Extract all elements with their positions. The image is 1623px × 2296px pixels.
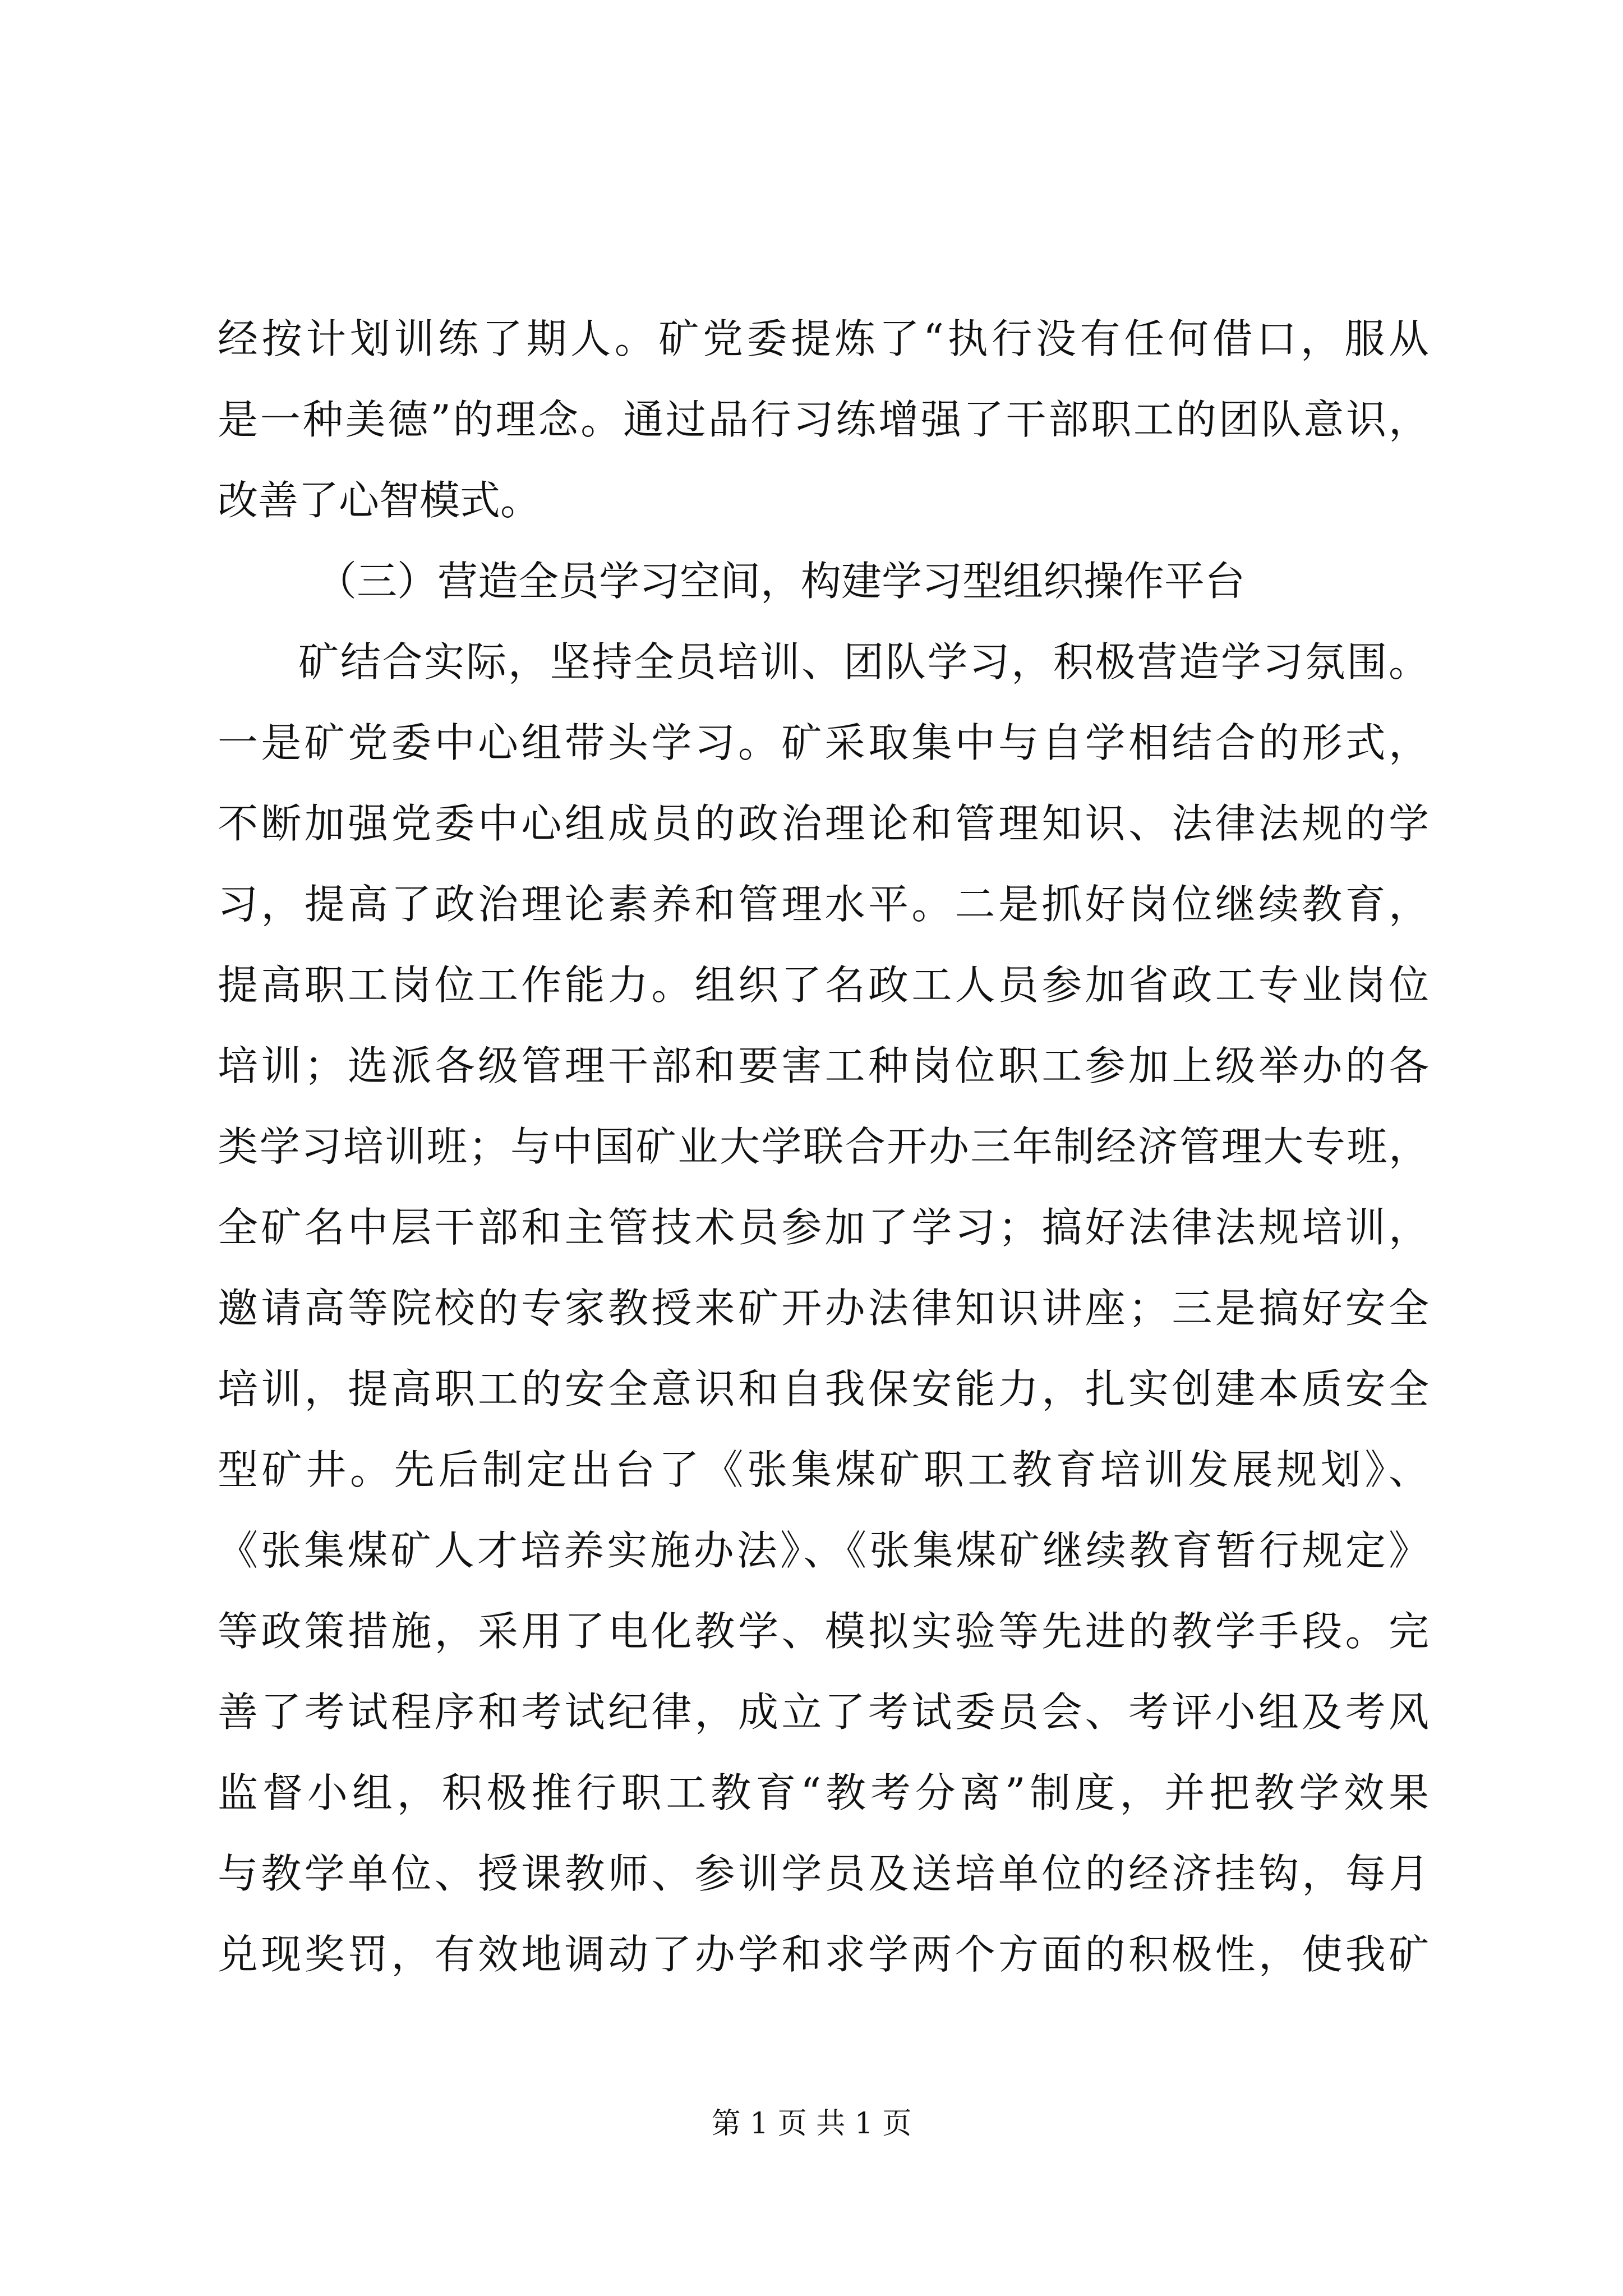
text-line-13: 邀请高等院校的专家教授来矿开办法律知识讲座；三是搞好安全	[218, 1285, 1429, 1332]
text-line-2: 是一种美德”的理念。通过品行习练增强了干部职工的团队意识，	[218, 396, 1429, 443]
text-line-1: 经按计划训练了期人。矿党委提炼了“执行没有任何借口，服从	[218, 315, 1429, 362]
text-line-3: 改善了心智模式。	[218, 477, 541, 524]
text-line-15: 型矿井。先后制定出台了《张集煤矿职工教育培训发展规划》、	[218, 1446, 1429, 1493]
page-footer: 第 1 页 共 1 页	[711, 2107, 912, 2141]
text-line-20: 与教学单位、授课教师、参训学员及送培单位的经济挂钩，每月	[218, 1850, 1429, 1897]
section-heading: （三）营造全员学习空间，构建学习型组织操作平台	[316, 558, 1246, 605]
text-line-10: 培训；选派各级管理干部和要害工种岗位职工参加上级举办的各	[218, 1042, 1429, 1089]
text-line-17: 等政策措施，采用了电化教学、模拟实验等先进的教学手段。完	[218, 1608, 1429, 1655]
text-line-8: 习，提高了政治理论素养和管理水平。二是抓好岗位继续教育，	[218, 881, 1429, 928]
text-line-14: 培训，提高职工的安全意识和自我保安能力，扎实创建本质安全	[218, 1365, 1429, 1412]
text-line-16: 《张集煤矿人才培养实施办法》、《张集煤矿继续教育暂行规定》	[218, 1527, 1429, 1574]
text-line-7: 不断加强党委中心组成员的政治理论和管理知识、法律法规的学	[218, 800, 1429, 847]
text-line-21: 兑现奖罚，有效地调动了办学和求学两个方面的积极性，使我矿	[218, 1931, 1429, 1978]
body-text	[218, 298, 1429, 1995]
text-line-12: 全矿名中层干部和主管技术员参加了学习；搞好法律法规培训，	[218, 1204, 1429, 1251]
text-line-18: 善了考试程序和考试纪律，成立了考试委员会、考评小组及考风	[218, 1688, 1429, 1736]
text-line-6: 一是矿党委中心组带头学习。矿采取集中与自学相结合的形式，	[218, 719, 1429, 766]
text-line-19: 监督小组，积极推行职工教育“教考分离”制度，并把教学效果	[218, 1769, 1429, 1816]
text-line-11: 类学习培训班；与中国矿业大学联合开办三年制经济管理大专班，	[218, 1123, 1429, 1170]
text-line-9: 提高职工岗位工作能力。组织了名政工人员参加省政工专业岗位	[218, 961, 1429, 1009]
text-line-5: 矿结合实际，坚持全员培训、团队学习，积极营造学习氛围。	[298, 638, 1429, 685]
